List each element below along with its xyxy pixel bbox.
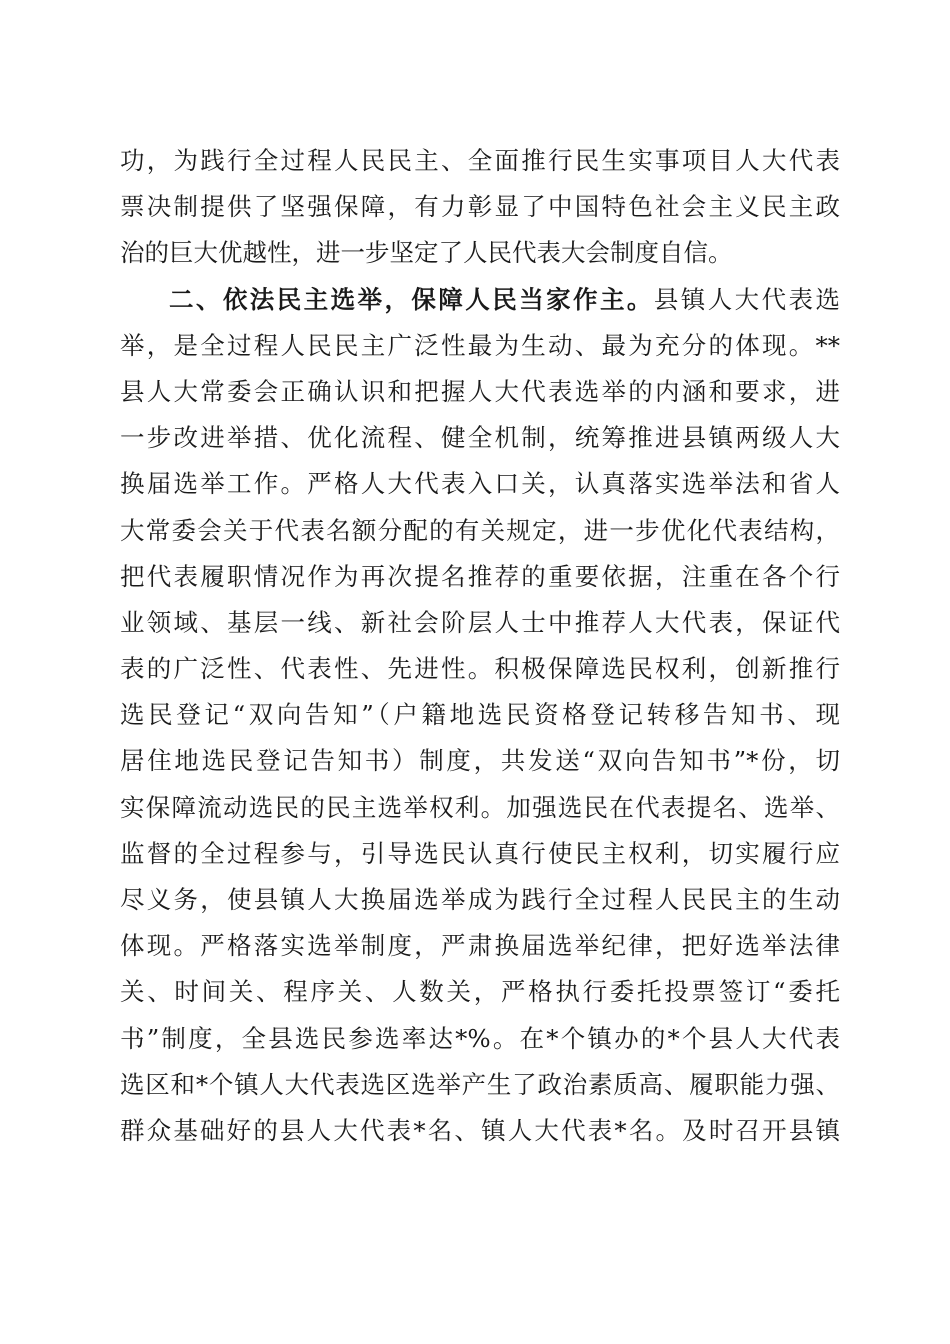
paragraph-line: 县人大常委会正确认识和把握人大代表选举的内涵和要求，进 [120, 376, 840, 406]
paragraph-line: 体现。严格落实选举制度，严肃换届选举纪律，把好选举法律 [120, 931, 840, 961]
paragraph-line: 业领域、基层一线、新社会阶层人士中推荐人大代表，保证代 [120, 607, 840, 637]
paragraph-line: 表的广泛性、代表性、先进性。积极保障选民权利，创新推行 [120, 654, 840, 684]
paragraph-line: 一步改进举措、优化流程、健全机制，统筹推进县镇两级人大 [120, 423, 840, 453]
paragraph-line: 换届选举工作。严格人大代表入口关，认真落实选举法和省人 [120, 469, 840, 499]
section-heading-line [120, 277, 840, 323]
paragraph-line: 功，为践行全过程人民民主、全面推行民生实事项目人大代表 [120, 146, 840, 175]
paragraph-line: 监督的全过程参与，引导选民认真行使民主权利，切实履行应 [120, 838, 840, 868]
paragraph-line: 票决制提供了坚强保障，有力彰显了中国特色社会主义民主政 [120, 192, 840, 222]
paragraph-line: 书”制度，全县选民参选率达*%。在*个镇办的*个县人大代表 [120, 1023, 840, 1053]
paragraph-line: 选区和*个镇人大代表选区选举产生了政治素质高、履职能力强、 [120, 1069, 840, 1099]
paragraph-line: 居住地选民登记告知书）制度，共发送“双向告知书”*份，切 [120, 746, 840, 776]
paragraph-line: 选民登记“双向告知”（户籍地选民资格登记转移告知书、现 [120, 700, 840, 730]
paragraph-line: 尽义务，使县镇人大换届选举成为践行全过程人民民主的生动 [120, 885, 840, 914]
paragraph-line: 把代表履职情况作为再次提名推荐的重要依据，注重在各个行 [120, 561, 840, 591]
paragraph-line: 治的巨大优越性，进一步坚定了人民代表大会制度自信。 [120, 238, 733, 268]
paragraph-line: 举，是全过程人民民主广泛性最为生动、最为充分的体现。** [120, 330, 840, 360]
section-heading: 二、依法民主选举，保障人民当家作主。 [169, 284, 654, 314]
paragraph-line: 关、时间关、程序关、人数关，严格执行委托投票签订“委托 [120, 977, 840, 1007]
paragraph-text: 县镇人大代表选 [653, 284, 840, 314]
document-body [120, 138, 840, 1154]
paragraph-line: 实保障流动选民的民主选举权利。加强选民在代表提名、选举、 [120, 792, 840, 822]
paragraph-line: 群众基础好的县人大代表*名、镇人大代表*名。及时召开县镇 [120, 1115, 840, 1145]
paragraph-line: 大常委会关于代表名额分配的有关规定，进一步优化代表结构， [120, 515, 840, 545]
